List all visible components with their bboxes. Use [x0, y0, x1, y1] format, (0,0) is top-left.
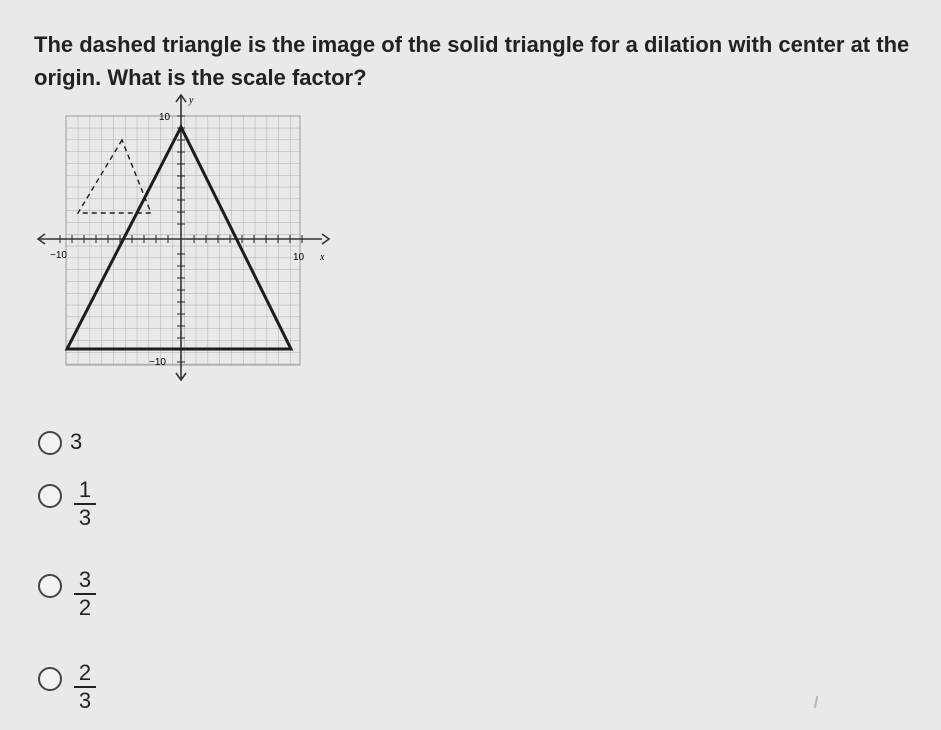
x-max-label: 10 — [293, 252, 305, 263]
choice-d-fraction — [74, 661, 96, 713]
choice-d-denominator: 3 — [78, 688, 92, 713]
x-axis-label: x — [320, 252, 325, 263]
x-axis-arrow-right — [322, 234, 329, 244]
choice-c[interactable] — [38, 568, 108, 624]
choice-b-denominator: 3 — [78, 505, 92, 530]
choice-c-numerator: 3 — [78, 567, 92, 592]
choice-a-radio[interactable] — [38, 431, 62, 455]
coordinate-graph — [30, 88, 340, 388]
choice-a[interactable] — [38, 429, 98, 469]
y-max-label: 10 — [159, 112, 171, 123]
grid — [66, 116, 300, 365]
choice-c-radio[interactable] — [38, 574, 62, 598]
choice-c-denominator: 2 — [78, 595, 92, 620]
choice-b-radio[interactable] — [38, 484, 62, 508]
question-text: The dashed triangle is the image of the solid triangle for a dilation with center at the origin. What is the scale factor? — [34, 32, 910, 90]
choice-b-numerator: 1 — [78, 477, 92, 502]
choice-d-numerator: 2 — [78, 660, 92, 685]
y-axis-label: y — [189, 95, 194, 106]
choice-d[interactable] — [38, 661, 108, 717]
cursor-mark — [814, 696, 818, 708]
y-min-label: −10 — [149, 357, 166, 368]
x-min-label: −10 — [50, 250, 67, 261]
choice-a-label: 3 — [70, 429, 83, 454]
choice-c-fraction — [74, 568, 96, 620]
choice-b[interactable] — [38, 478, 108, 534]
choice-d-radio[interactable] — [38, 667, 62, 691]
choice-b-fraction — [74, 478, 96, 530]
